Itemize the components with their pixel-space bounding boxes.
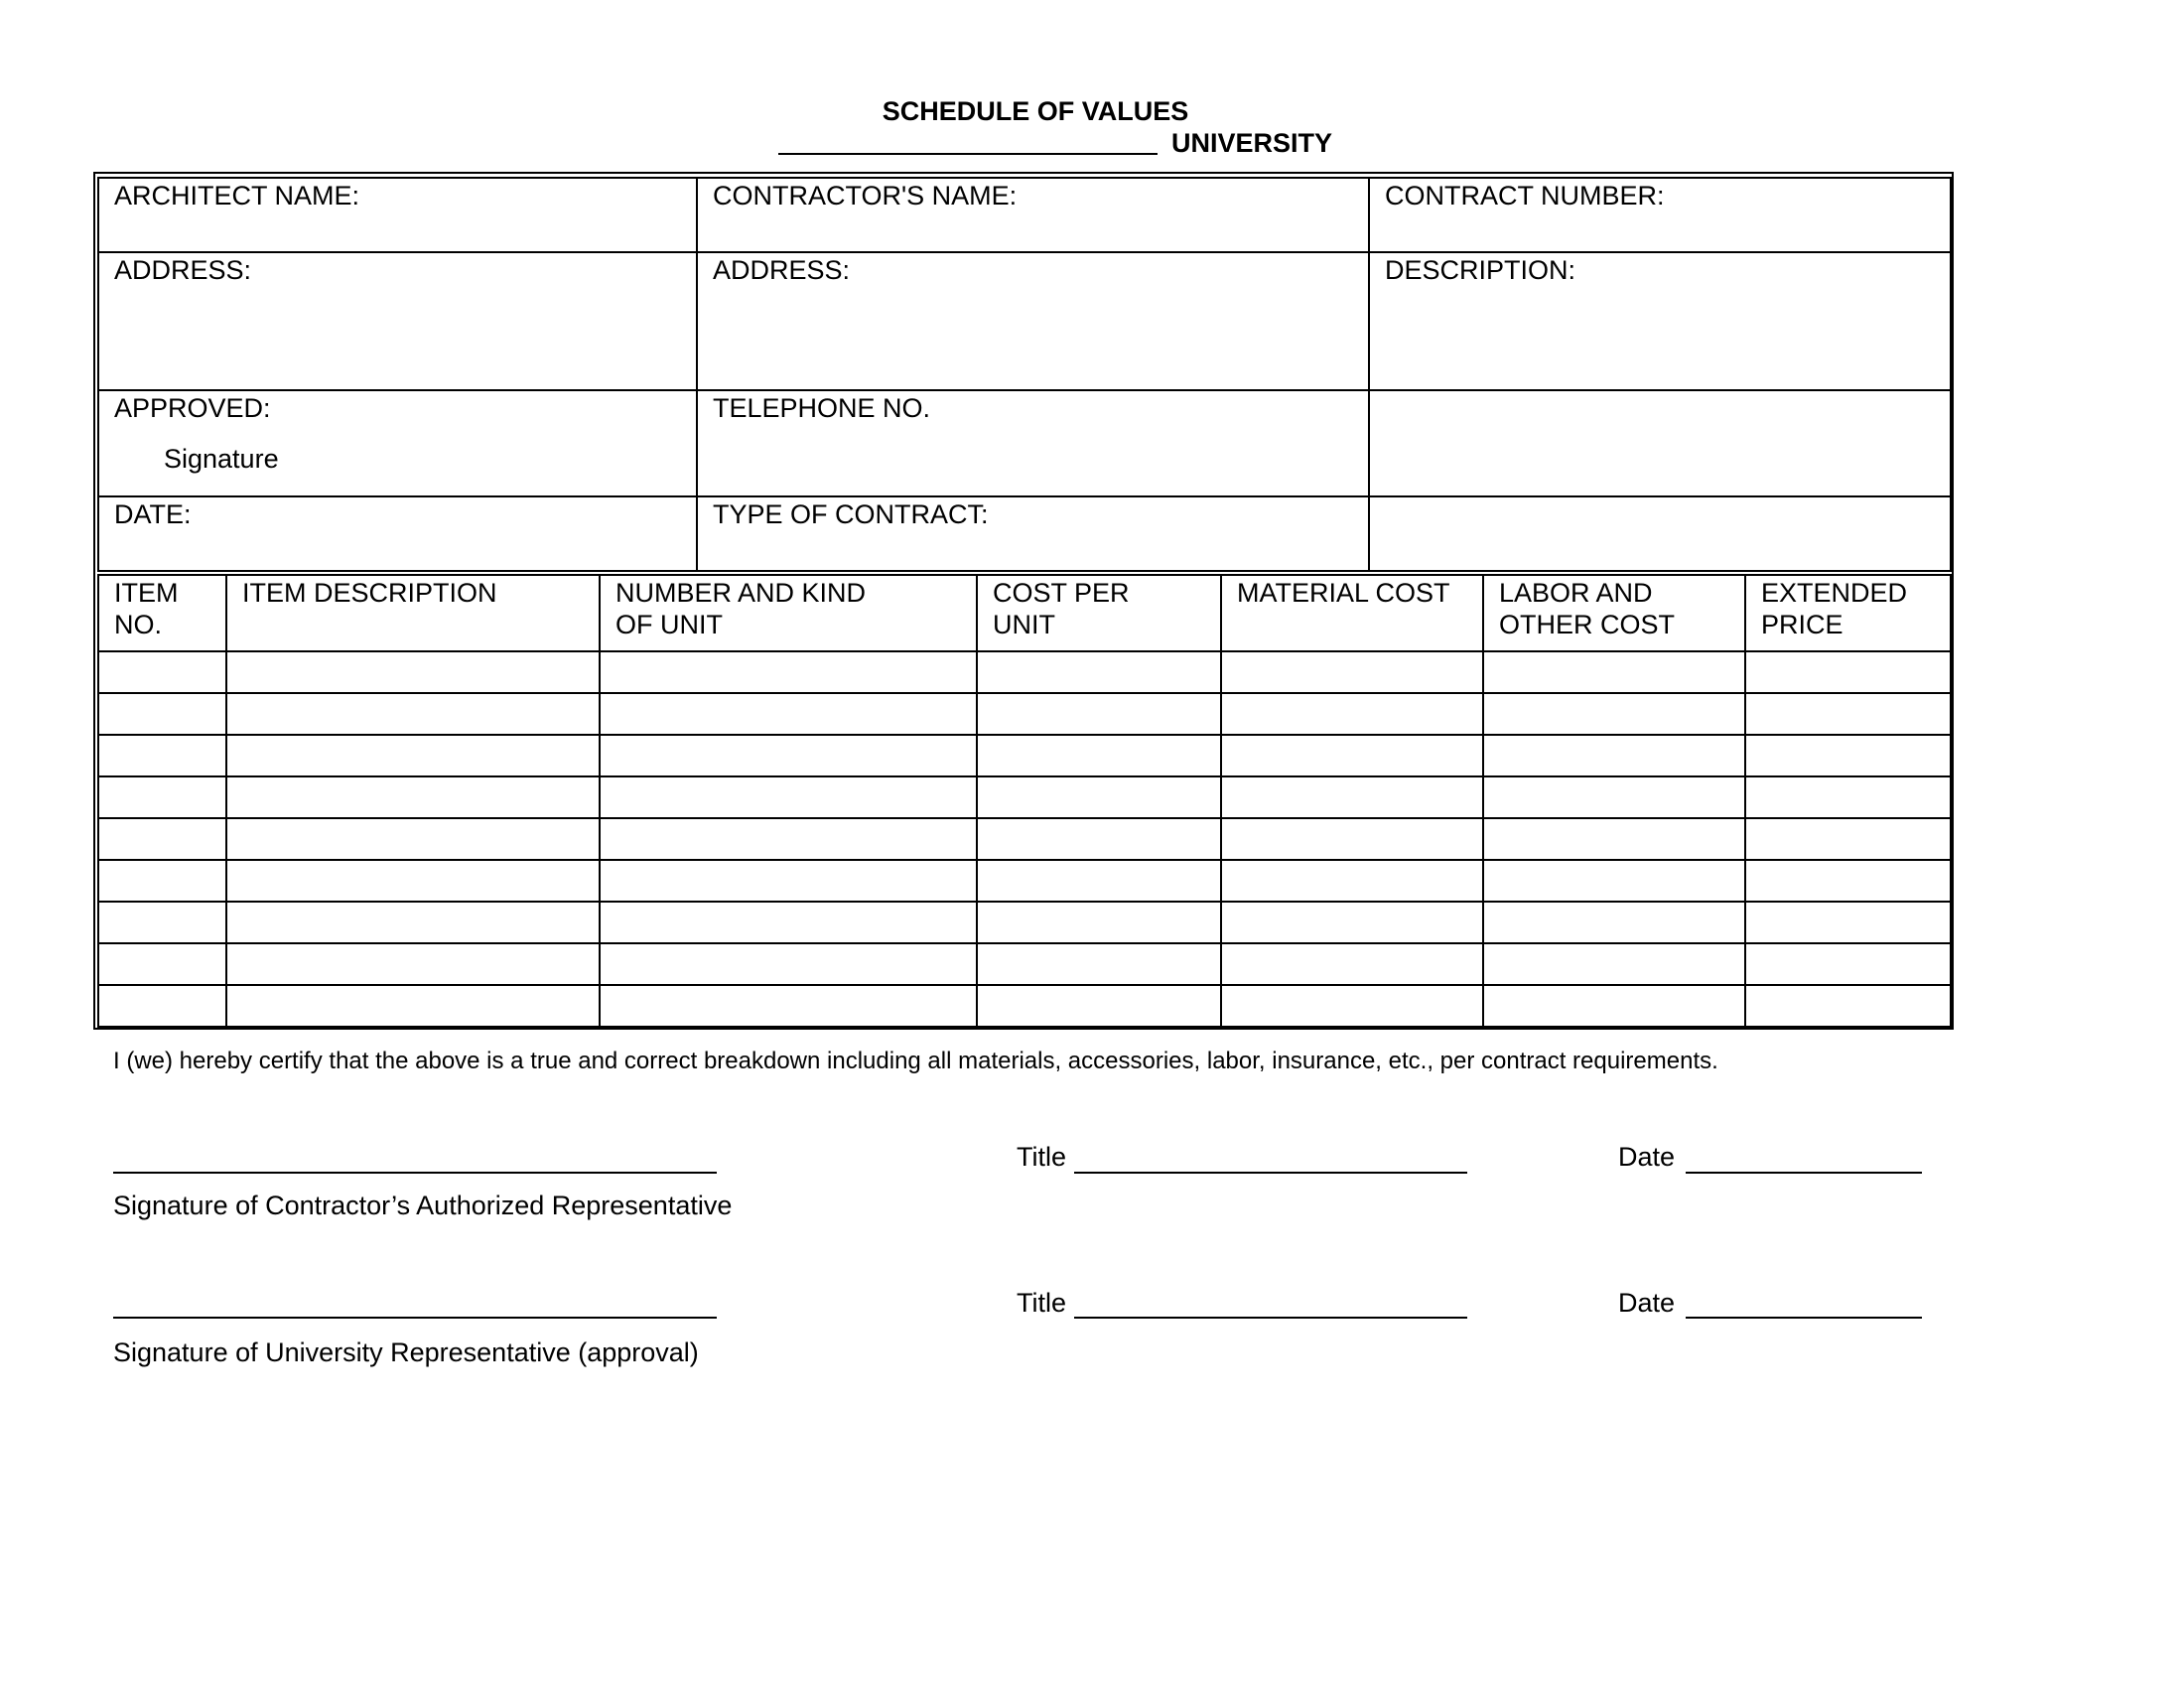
labor-other-cost-cell[interactable] xyxy=(1483,818,1745,860)
item-no-cell[interactable] xyxy=(98,735,226,776)
architect-name-field[interactable] xyxy=(98,178,697,252)
extended-price-cell[interactable] xyxy=(1745,985,1951,1027)
item-no-cell[interactable] xyxy=(98,943,226,985)
material-cost-cell[interactable] xyxy=(1221,985,1483,1027)
material-cost-cell[interactable] xyxy=(1221,943,1483,985)
certification-text: I (we) hereby certify that the above is a true and correct breakdown including all materials, accessories, labor, insurance, etc., per contract requirements. xyxy=(113,1048,1718,1074)
col-header-labor-other-cost: LABOR AND OTHER COST xyxy=(1483,575,1745,651)
items-header-row xyxy=(98,575,1951,651)
university-title-label: Title xyxy=(1017,1288,1067,1318)
items-body xyxy=(98,651,1951,1027)
contractor-date-line[interactable] xyxy=(1686,1172,1922,1174)
number-kind-unit-cell[interactable] xyxy=(600,860,977,902)
labor-other-cost-cell[interactable] xyxy=(1483,902,1745,943)
blank-info-cell-2[interactable] xyxy=(1369,496,1951,571)
item-description-cell[interactable] xyxy=(226,776,600,818)
labor-other-cost-cell[interactable] xyxy=(1483,860,1745,902)
university-signature-line[interactable] xyxy=(113,1317,717,1319)
contractor-address-label: ADDRESS: xyxy=(713,255,851,285)
item-row xyxy=(98,693,1951,735)
contract-info-table xyxy=(97,177,1952,572)
extended-price-cell[interactable] xyxy=(1745,651,1951,693)
item-description-cell[interactable] xyxy=(226,860,600,902)
item-row xyxy=(98,776,1951,818)
university-signature-caption: Signature of University Representative (approval) xyxy=(113,1337,699,1367)
col-header-number-kind-unit: NUMBER AND KIND OF UNIT xyxy=(600,575,977,651)
description-label: DESCRIPTION: xyxy=(1385,255,1576,285)
signature-caption: Signature xyxy=(164,444,279,474)
number-kind-unit-cell[interactable] xyxy=(600,943,977,985)
date-field[interactable] xyxy=(98,496,697,571)
items-table xyxy=(97,574,1952,1028)
item-row xyxy=(98,985,1951,1027)
contractor-signature-line[interactable] xyxy=(113,1172,717,1174)
material-cost-cell[interactable] xyxy=(1221,776,1483,818)
contractor-address-field[interactable] xyxy=(697,252,1369,390)
item-no-cell[interactable] xyxy=(98,902,226,943)
material-cost-cell[interactable] xyxy=(1221,651,1483,693)
number-kind-unit-cell[interactable] xyxy=(600,735,977,776)
blank-info-cell-1[interactable] xyxy=(1369,390,1951,496)
material-cost-cell[interactable] xyxy=(1221,735,1483,776)
cost-per-unit-cell[interactable] xyxy=(977,693,1221,735)
labor-other-cost-cell[interactable] xyxy=(1483,693,1745,735)
item-no-cell[interactable] xyxy=(98,818,226,860)
extended-price-cell[interactable] xyxy=(1745,943,1951,985)
number-kind-unit-cell[interactable] xyxy=(600,818,977,860)
item-no-cell[interactable] xyxy=(98,693,226,735)
number-kind-unit-cell[interactable] xyxy=(600,985,977,1027)
contract-number-field[interactable] xyxy=(1369,178,1951,252)
item-row xyxy=(98,651,1951,693)
item-no-cell[interactable] xyxy=(98,776,226,818)
university-date-line[interactable] xyxy=(1686,1317,1922,1319)
item-description-cell[interactable] xyxy=(226,943,600,985)
cost-per-unit-cell[interactable] xyxy=(977,776,1221,818)
telephone-field[interactable] xyxy=(697,390,1369,496)
labor-other-cost-cell[interactable] xyxy=(1483,776,1745,818)
cost-per-unit-cell[interactable] xyxy=(977,860,1221,902)
cost-per-unit-cell[interactable] xyxy=(977,735,1221,776)
university-date-label: Date xyxy=(1618,1288,1676,1318)
number-kind-unit-cell[interactable] xyxy=(600,693,977,735)
architect-address-field[interactable] xyxy=(98,252,697,390)
item-row xyxy=(98,818,1951,860)
cost-per-unit-cell[interactable] xyxy=(977,943,1221,985)
item-row xyxy=(98,943,1951,985)
contractor-title-label: Title xyxy=(1017,1142,1067,1172)
item-description-cell[interactable] xyxy=(226,902,600,943)
item-description-cell[interactable] xyxy=(226,651,600,693)
date-label: DATE: xyxy=(114,499,192,529)
labor-other-cost-cell[interactable] xyxy=(1483,651,1745,693)
university-name-blank[interactable] xyxy=(778,127,1158,155)
telephone-label: TELEPHONE NO. xyxy=(713,393,931,423)
material-cost-cell[interactable] xyxy=(1221,693,1483,735)
item-no-cell[interactable] xyxy=(98,651,226,693)
contractor-name-label: CONTRACTOR'S NAME: xyxy=(713,181,1018,211)
labor-other-cost-cell[interactable] xyxy=(1483,985,1745,1027)
extended-price-cell[interactable] xyxy=(1745,776,1951,818)
labor-other-cost-cell[interactable] xyxy=(1483,943,1745,985)
extended-price-cell[interactable] xyxy=(1745,902,1951,943)
type-of-contract-field[interactable] xyxy=(697,496,1369,571)
approved-label: APPROVED: xyxy=(114,393,271,423)
number-kind-unit-cell[interactable] xyxy=(600,651,977,693)
material-cost-cell[interactable] xyxy=(1221,902,1483,943)
architect-name-label: ARCHITECT NAME: xyxy=(114,181,360,211)
university-title-line[interactable] xyxy=(1074,1317,1467,1319)
cost-per-unit-cell[interactable] xyxy=(977,902,1221,943)
cost-per-unit-cell[interactable] xyxy=(977,985,1221,1027)
cost-per-unit-cell[interactable] xyxy=(977,818,1221,860)
item-description-cell[interactable] xyxy=(226,735,600,776)
item-description-cell[interactable] xyxy=(226,818,600,860)
item-no-cell[interactable] xyxy=(98,860,226,902)
col-header-cost-per-unit: COST PER UNIT xyxy=(977,575,1221,651)
item-row xyxy=(98,735,1951,776)
col-header-extended-price: EXTENDED PRICE xyxy=(1745,575,1951,651)
contractor-title-line[interactable] xyxy=(1074,1172,1467,1174)
col-header-item-no: ITEM NO. xyxy=(98,575,226,651)
number-kind-unit-cell[interactable] xyxy=(600,902,977,943)
contract-number-label: CONTRACT NUMBER: xyxy=(1385,181,1665,211)
col-header-item-description: ITEM DESCRIPTION xyxy=(226,575,600,651)
page-title: SCHEDULE OF VALUES xyxy=(882,96,1189,126)
university-label: UNIVERSITY xyxy=(1171,128,1333,158)
number-kind-unit-cell[interactable] xyxy=(600,776,977,818)
architect-address-label: ADDRESS: xyxy=(114,255,252,285)
item-description-cell[interactable] xyxy=(226,985,600,1027)
approved-field[interactable] xyxy=(98,390,697,496)
cost-per-unit-cell[interactable] xyxy=(977,651,1221,693)
contractor-name-field[interactable] xyxy=(697,178,1369,252)
university-name-line xyxy=(778,127,1332,159)
extended-price-cell[interactable] xyxy=(1745,860,1951,902)
item-description-cell[interactable] xyxy=(226,693,600,735)
material-cost-cell[interactable] xyxy=(1221,860,1483,902)
labor-other-cost-cell[interactable] xyxy=(1483,735,1745,776)
extended-price-cell[interactable] xyxy=(1745,693,1951,735)
material-cost-cell[interactable] xyxy=(1221,818,1483,860)
item-row xyxy=(98,860,1951,902)
type-of-contract-label: TYPE OF CONTRACT: xyxy=(713,499,989,529)
item-no-cell[interactable] xyxy=(98,985,226,1027)
contractor-date-label: Date xyxy=(1618,1142,1676,1172)
col-header-material-cost: MATERIAL COST xyxy=(1221,575,1483,651)
extended-price-cell[interactable] xyxy=(1745,735,1951,776)
item-row xyxy=(98,902,1951,943)
extended-price-cell[interactable] xyxy=(1745,818,1951,860)
contractor-signature-caption: Signature of Contractor’s Authorized Representative xyxy=(113,1191,733,1220)
description-field[interactable] xyxy=(1369,252,1951,390)
